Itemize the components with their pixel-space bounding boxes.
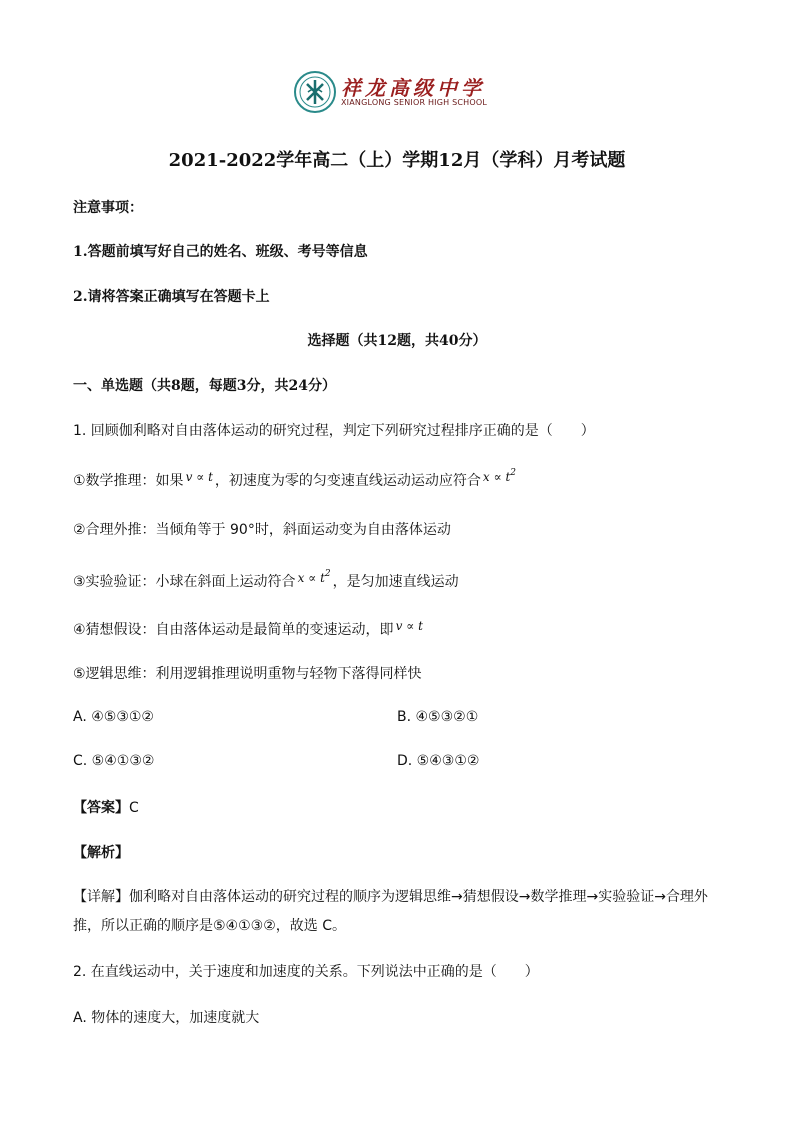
school-logo (293, 70, 493, 116)
question-1-detail-line-2: 推，所以正确的顺序是⑤④①③②，故选 C。 (73, 918, 346, 934)
school-name-cn: 祥龙高级中学 (341, 76, 485, 100)
question-1-option-c: C. ⑤④①③② (73, 753, 155, 769)
statement-4-prefix: ④猜想假设：自由落体运动是最简单的变速运动，即 (73, 622, 394, 638)
question-1-answer (73, 798, 139, 818)
school-name-en: XIANGLONG SENIOR HIGH SCHOOL (341, 98, 488, 107)
question-1-stem: 1. 回顾伽利略对自由落体运动的研究过程，判定下列研究过程排序正确的是（ ） (73, 423, 595, 439)
answer-tag: 【答案】 (73, 800, 129, 816)
notes-item-2: 2.请将答案正确填写在答题卡上 (73, 289, 270, 305)
formula-x-prop-t2 (481, 470, 518, 484)
question-1-option-d: D. ⑤④③①② (397, 753, 480, 769)
formula-v-prop-t: v ∝ t (185, 470, 213, 484)
formula-x-prop-t-b: x ∝ t (297, 571, 325, 585)
question-1-option-b: B. ④⑤③②① (397, 709, 479, 725)
answer-value: C (129, 800, 139, 816)
analysis-tag: 【解析】 (73, 845, 129, 861)
formula-x-prop-t2-b (296, 571, 333, 585)
statement-1-prefix: ①数学推理：如果 (73, 473, 184, 489)
formula-x-prop-t: x ∝ t (482, 470, 511, 484)
question-1-option-a: A. ④⑤③①② (73, 709, 154, 725)
statement-1-middle: ，初速度为零的匀变速直线运动运动应符合 (214, 473, 481, 489)
section-title: 选择题（共12题，共40分） (307, 333, 487, 349)
question-1-statement-2: ②合理外推：当倾角等于 90°时，斜面运动变为自由落体运动 (73, 522, 451, 538)
notes-heading: 注意事项： (73, 200, 143, 216)
question-1-detail-line-1: 【详解】伽利略对自由落体运动的研究过程的顺序为逻辑思维→猜想假设→数学推理→实验验证→合理外 (73, 889, 708, 905)
question-2-stem: 2. 在直线运动中，关于速度和加速度的关系。下列说法中正确的是（ ） (73, 964, 539, 980)
part-title: 一、单选题（共8题，每题3分，共24分） (73, 378, 336, 394)
notes-item-1: 1.答题前填写好自己的姓名、班级、考号等信息 (73, 244, 368, 260)
question-1-statement-3 (73, 569, 459, 594)
question-1-statement-1 (73, 468, 518, 493)
question-2-option-a: A. 物体的速度大，加速度就大 (73, 1010, 260, 1026)
exam-title: 2021-2022学年高二（上）学期12月（学科）月考试题 (168, 150, 626, 171)
question-1-statement-4 (73, 620, 425, 640)
question-1-statement-5: ⑤逻辑思维：利用逻辑推理说明重物与轻物下落得同样快 (73, 666, 422, 682)
formula-v-prop-t-b: v ∝ t (395, 619, 423, 633)
statement-3-prefix: ③实验验证：小球在斜面上运动符合 (73, 574, 296, 590)
school-emblem-icon (293, 70, 337, 114)
formula-exponent-b: 2 (324, 569, 331, 579)
formula-exponent: 2 (510, 468, 516, 478)
statement-3-suffix: ，是匀加速直线运动 (332, 574, 459, 590)
